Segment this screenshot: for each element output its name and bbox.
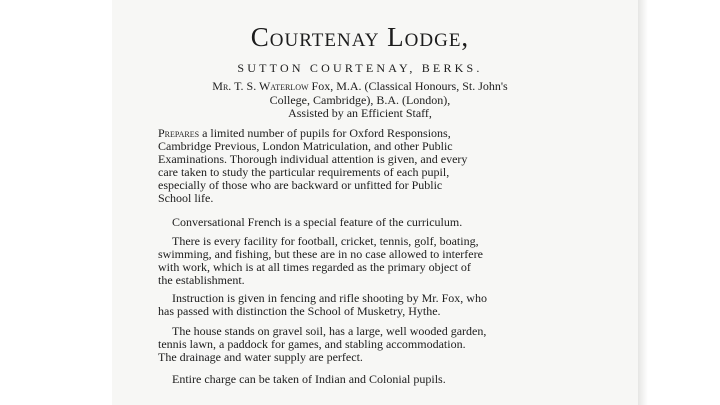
document-title: Courtenay Lodge, [250,22,470,52]
principal-name: Waterlow [258,79,309,93]
paragraph-line: The house stands on gravel soil, has a large, well wooded garden, [172,324,487,338]
paragraph-line: with work, which is at all times regarded as the primary object of [158,260,471,274]
principal-credentials: Fox, M.A. (Classical Honours, St. John's [308,79,508,93]
paragraph-line: Instruction is given in fencing and rifle shooting by Mr. Fox, who [172,291,487,305]
principal-honorific: Mr. T. S. [212,79,259,93]
paragraph-sports [158,235,542,287]
paragraph-line: The drainage and water supply are perfect. [158,350,363,364]
principal-block [150,80,570,121]
paragraph-line: has passed with distinction the School of Musketry, Hythe. [158,304,441,318]
paragraph-line: care taken to study the particular requirements of each pupil, [158,165,450,179]
paragraph-line: Entire charge can be taken of Indian and Colonial pupils. [172,372,446,386]
paragraph-line: Conversational French is a special feature of the curriculum. [172,215,463,229]
paragraph-line: swimming, and fishing, but these are in no case allowed to interfere [158,247,483,261]
paragraph-line: Cambridge Previous, London Matriculation, and other Public [158,139,453,153]
paragraph-fencing [158,292,542,318]
principal-line-2: College, Cambridge), B.A. (London), [269,92,451,107]
paragraph-house [158,325,542,364]
paragraph-lead: Prepares [158,126,200,140]
paragraph-colonial [158,373,542,386]
paragraph-line: Prepares a limited number of pupils for Oxford Responsions, [158,126,451,140]
principal-line-1 [150,80,570,94]
paragraph-line: tennis lawn, a paddock for games, and stabling accommodation. [158,337,466,351]
paragraph-line: School life. [158,191,214,205]
paragraph-line: the establishment. [158,273,245,287]
principal-line-3: Assisted by an Efficient Staff, [288,106,432,120]
paragraph-line: especially of those who are backward or unfitted for Public [158,178,443,192]
document-subtitle: SUTTON COURTENAY, BERKS. [237,61,483,75]
paragraph-prepares [158,127,542,205]
paragraph-line: There is every facility for football, cricket, tennis, golf, boating, [172,234,479,248]
paragraph-line: Examinations. Thorough individual attention is given, and every [158,152,468,166]
paragraph-french [158,216,542,229]
